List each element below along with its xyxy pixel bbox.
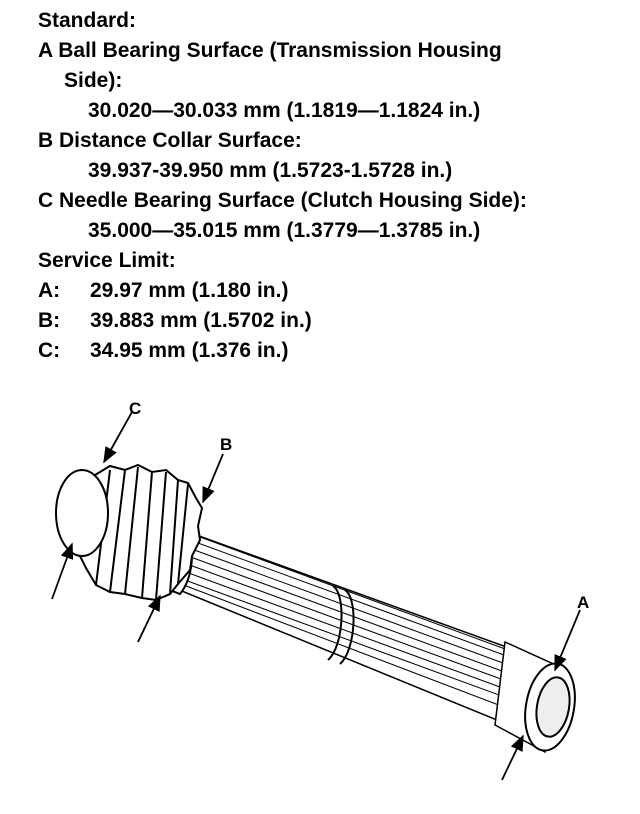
standard-c-value: 35.000—35.015 mm (1.3779—1.3785 in.) — [88, 219, 481, 242]
standard-a-label: A Ball Bearing Surface (Transmission Housing — [38, 39, 502, 62]
ball-bearing-surface — [495, 642, 581, 754]
service-limit-c — [38, 336, 628, 366]
standard-b-label: B Distance Collar Surface: — [38, 129, 302, 152]
specification-text — [38, 6, 628, 366]
service-limit-b-value: 39.883 mm (1.5702 in.) — [90, 309, 312, 332]
standard-a-label-cont: Side): — [64, 69, 123, 92]
service-limit-a-key: A: — [38, 279, 61, 302]
service-limit-a — [38, 276, 628, 306]
service-limit-b-key: B: — [38, 309, 61, 332]
service-limit-b — [38, 306, 628, 336]
shaft-diagram — [0, 380, 640, 814]
standard-a-value: 30.020—30.033 mm (1.1819—1.1824 in.) — [88, 99, 481, 122]
label-b: B — [220, 435, 233, 454]
standard-b-value: 39.937-39.950 mm (1.5723-1.5728 in.) — [88, 159, 453, 182]
shaft-body — [150, 523, 548, 736]
label-a: A — [577, 593, 590, 612]
needle-bearing-surface — [56, 470, 108, 556]
service-limit-a-value: 29.97 mm (1.180 in.) — [90, 279, 289, 302]
service-limit-c-key: C: — [38, 339, 61, 362]
service-limit-c-value: 34.95 mm (1.376 in.) — [90, 339, 289, 362]
standard-heading: Standard: — [38, 9, 137, 32]
label-c: C — [129, 399, 142, 418]
standard-c-label: C Needle Bearing Surface (Clutch Housing Side): — [38, 189, 527, 212]
service-limit-heading: Service Limit: — [38, 249, 176, 272]
